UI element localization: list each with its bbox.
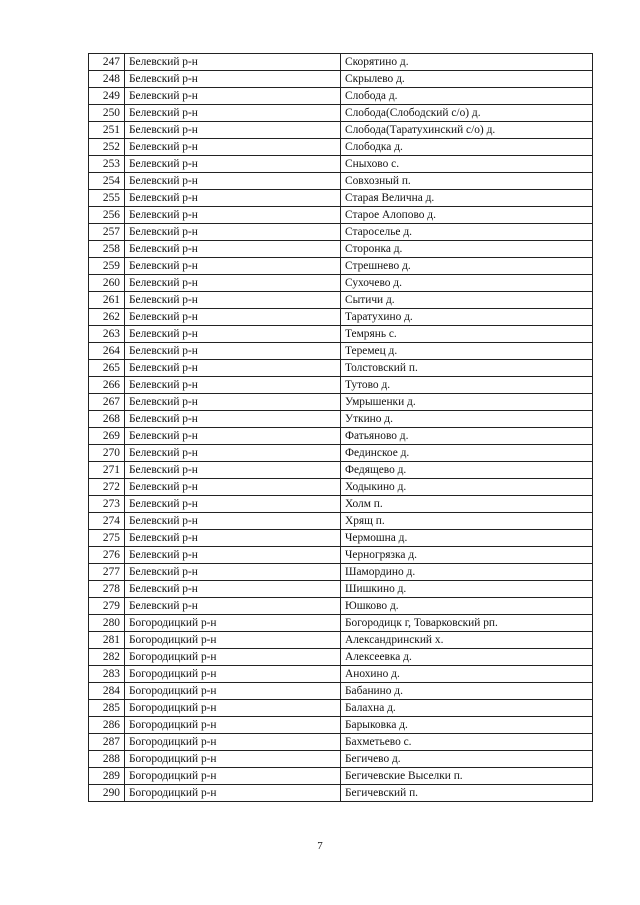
settlement-cell: Слобода д. [341,88,593,105]
table-row [89,292,593,309]
row-number-cell: 251 [89,122,125,139]
settlement-cell: Сныхово с. [341,156,593,173]
district-cell: Белевский р-н [125,71,341,88]
district-cell: Белевский р-н [125,156,341,173]
settlements-table [88,53,593,802]
table-row [89,615,593,632]
settlement-cell: Стрешнево д. [341,258,593,275]
row-number-cell: 265 [89,360,125,377]
row-number-cell: 259 [89,258,125,275]
district-cell: Белевский р-н [125,105,341,122]
row-number-cell: 250 [89,105,125,122]
table-row [89,683,593,700]
district-cell: Белевский р-н [125,241,341,258]
district-cell: Белевский р-н [125,479,341,496]
table-row [89,309,593,326]
district-cell: Богородицкий р-н [125,666,341,683]
row-number-cell: 289 [89,768,125,785]
table-row [89,54,593,71]
table-row [89,394,593,411]
settlement-cell: Шишкино д. [341,581,593,598]
settlement-cell: Фатьяново д. [341,428,593,445]
district-cell: Белевский р-н [125,139,341,156]
district-cell: Белевский р-н [125,190,341,207]
settlement-cell: Тутово д. [341,377,593,394]
row-number-cell: 260 [89,275,125,292]
table-row [89,156,593,173]
district-cell: Белевский р-н [125,54,341,71]
settlement-cell: Умрышенки д. [341,394,593,411]
district-cell: Богородицкий р-н [125,717,341,734]
settlement-cell: Ходыкино д. [341,479,593,496]
district-cell: Белевский р-н [125,445,341,462]
district-cell: Белевский р-н [125,547,341,564]
table-row [89,547,593,564]
table-row [89,122,593,139]
table-row [89,479,593,496]
district-cell: Белевский р-н [125,377,341,394]
settlement-cell: Фединское д. [341,445,593,462]
table-row [89,632,593,649]
settlements-table-body [89,54,593,802]
page-number: 7 [317,840,323,852]
settlement-cell: Темрянь с. [341,326,593,343]
row-number-cell: 271 [89,462,125,479]
district-cell: Белевский р-н [125,462,341,479]
settlement-cell: Барыковка д. [341,717,593,734]
settlement-cell: Юшково д. [341,598,593,615]
settlement-cell: Совхозный п. [341,173,593,190]
table-row [89,207,593,224]
district-cell: Белевский р-н [125,496,341,513]
row-number-cell: 258 [89,241,125,258]
district-cell: Богородицкий р-н [125,785,341,802]
row-number-cell: 268 [89,411,125,428]
district-cell: Белевский р-н [125,275,341,292]
row-number-cell: 272 [89,479,125,496]
row-number-cell: 248 [89,71,125,88]
row-number-cell: 261 [89,292,125,309]
district-cell: Белевский р-н [125,564,341,581]
settlement-cell: Сторонка д. [341,241,593,258]
settlement-cell: Скорятино д. [341,54,593,71]
row-number-cell: 263 [89,326,125,343]
district-cell: Белевский р-н [125,88,341,105]
district-cell: Белевский р-н [125,122,341,139]
settlement-cell: Черногрязка д. [341,547,593,564]
district-cell: Белевский р-н [125,394,341,411]
row-number-cell: 282 [89,649,125,666]
table-row [89,71,593,88]
table-row [89,326,593,343]
row-number-cell: 286 [89,717,125,734]
settlement-cell: Сытичи д. [341,292,593,309]
settlement-cell: Толстовский п. [341,360,593,377]
settlement-cell: Слобода(Слободский с/о) д. [341,105,593,122]
settlement-cell: Холм п. [341,496,593,513]
table-row [89,598,593,615]
row-number-cell: 275 [89,530,125,547]
settlement-cell: Бахметьево с. [341,734,593,751]
table-row [89,360,593,377]
row-number-cell: 285 [89,700,125,717]
table-row [89,649,593,666]
district-cell: Белевский р-н [125,292,341,309]
table-row [89,751,593,768]
row-number-cell: 266 [89,377,125,394]
settlement-cell: Старое Алопово д. [341,207,593,224]
row-number-cell: 254 [89,173,125,190]
row-number-cell: 249 [89,88,125,105]
district-cell: Белевский р-н [125,224,341,241]
district-cell: Богородицкий р-н [125,734,341,751]
district-cell: Белевский р-н [125,326,341,343]
settlement-cell: Алексеевка д. [341,649,593,666]
district-cell: Белевский р-н [125,428,341,445]
table-row [89,734,593,751]
table-row [89,462,593,479]
row-number-cell: 283 [89,666,125,683]
table-row [89,581,593,598]
district-cell: Белевский р-н [125,513,341,530]
settlement-cell: Федящево д. [341,462,593,479]
row-number-cell: 274 [89,513,125,530]
settlement-cell: Староселье д. [341,224,593,241]
table-row [89,88,593,105]
district-cell: Богородицкий р-н [125,615,341,632]
table-row [89,564,593,581]
table-row [89,241,593,258]
settlement-cell: Бегичевский п. [341,785,593,802]
district-cell: Богородицкий р-н [125,751,341,768]
table-row [89,343,593,360]
district-cell: Белевский р-н [125,581,341,598]
table-row [89,105,593,122]
row-number-cell: 281 [89,632,125,649]
row-number-cell: 257 [89,224,125,241]
row-number-cell: 264 [89,343,125,360]
table-row [89,377,593,394]
table-row [89,530,593,547]
table-row [89,496,593,513]
settlement-cell: Слободка д. [341,139,593,156]
row-number-cell: 276 [89,547,125,564]
settlement-cell: Богородицк г, Товарковский рп. [341,615,593,632]
row-number-cell: 269 [89,428,125,445]
table-row [89,173,593,190]
row-number-cell: 288 [89,751,125,768]
district-cell: Богородицкий р-н [125,649,341,666]
district-cell: Богородицкий р-н [125,768,341,785]
table-row [89,428,593,445]
settlement-cell: Сухочево д. [341,275,593,292]
settlement-cell: Чермошна д. [341,530,593,547]
table-row [89,411,593,428]
table-row [89,768,593,785]
settlement-cell: Слобода(Таратухинский с/о) д. [341,122,593,139]
row-number-cell: 277 [89,564,125,581]
table-row [89,139,593,156]
district-cell: Белевский р-н [125,411,341,428]
district-cell: Богородицкий р-н [125,683,341,700]
settlement-cell: Таратухино д. [341,309,593,326]
settlement-cell: Бегичево д. [341,751,593,768]
row-number-cell: 267 [89,394,125,411]
row-number-cell: 280 [89,615,125,632]
district-cell: Богородицкий р-н [125,700,341,717]
district-cell: Белевский р-н [125,258,341,275]
table-row [89,445,593,462]
table-row [89,666,593,683]
table-row [89,190,593,207]
row-number-cell: 278 [89,581,125,598]
settlement-cell: Старая Велична д. [341,190,593,207]
table-row [89,513,593,530]
table-row [89,258,593,275]
row-number-cell: 270 [89,445,125,462]
settlement-cell: Бабанино д. [341,683,593,700]
district-cell: Белевский р-н [125,309,341,326]
settlement-cell: Хрящ п. [341,513,593,530]
row-number-cell: 290 [89,785,125,802]
row-number-cell: 287 [89,734,125,751]
table-row [89,224,593,241]
district-cell: Белевский р-н [125,173,341,190]
settlement-cell: Бегичевские Выселки п. [341,768,593,785]
row-number-cell: 273 [89,496,125,513]
row-number-cell: 252 [89,139,125,156]
settlement-cell: Анохино д. [341,666,593,683]
row-number-cell: 256 [89,207,125,224]
row-number-cell: 262 [89,309,125,326]
settlement-cell: Шамордино д. [341,564,593,581]
district-cell: Белевский р-н [125,360,341,377]
table-row [89,785,593,802]
settlement-cell: Теремец д. [341,343,593,360]
district-cell: Богородицкий р-н [125,632,341,649]
row-number-cell: 247 [89,54,125,71]
row-number-cell: 279 [89,598,125,615]
district-cell: Белевский р-н [125,207,341,224]
settlement-cell: Уткино д. [341,411,593,428]
district-cell: Белевский р-н [125,343,341,360]
table-row [89,700,593,717]
table-row [89,717,593,734]
row-number-cell: 253 [89,156,125,173]
settlement-cell: Скрылево д. [341,71,593,88]
table-row [89,275,593,292]
district-cell: Белевский р-н [125,598,341,615]
settlement-cell: Балахна д. [341,700,593,717]
settlement-cell: Александринский х. [341,632,593,649]
row-number-cell: 284 [89,683,125,700]
district-cell: Белевский р-н [125,530,341,547]
row-number-cell: 255 [89,190,125,207]
